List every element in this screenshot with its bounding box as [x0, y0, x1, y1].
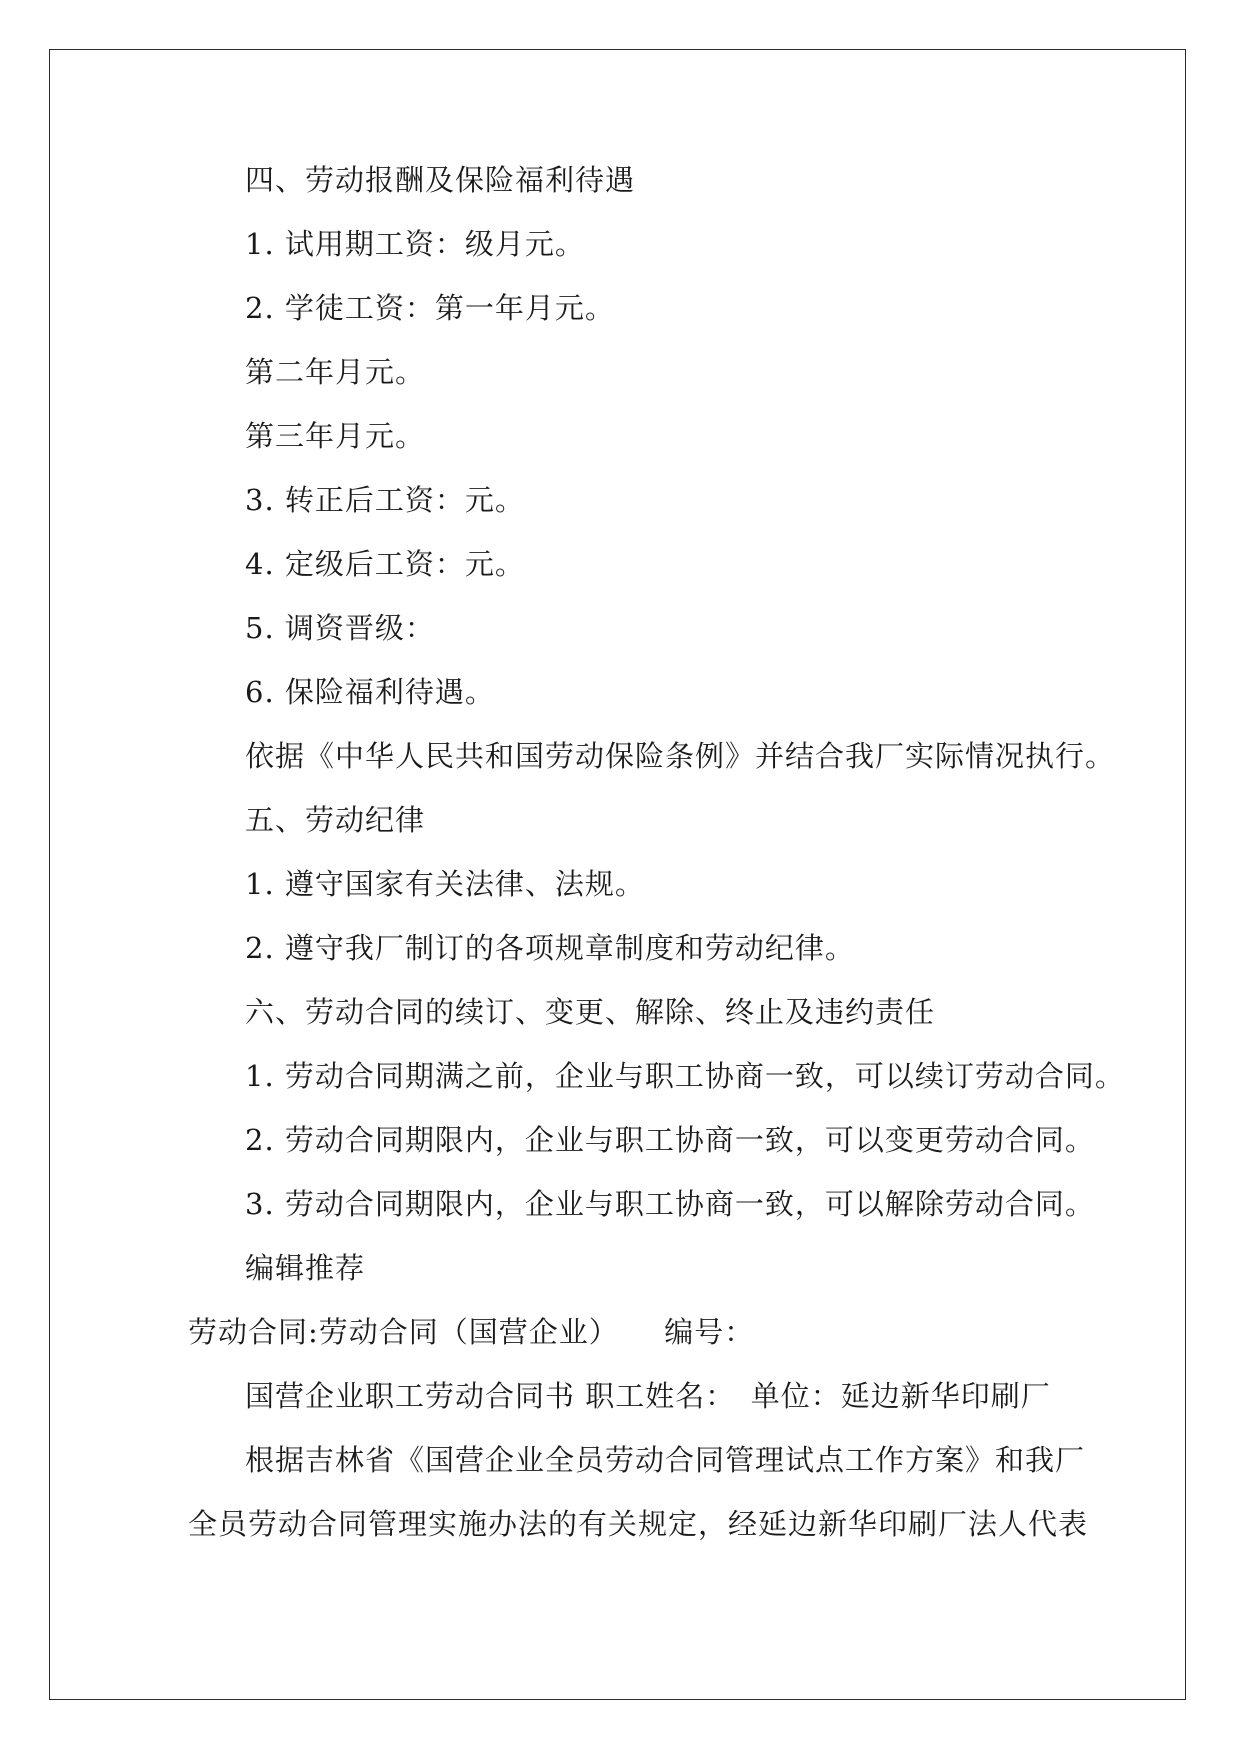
paragraph: 1. 试用期工资：级月元。 — [245, 227, 585, 261]
paragraph: 根据吉林省《国营企业全员劳动合同管理试点工作方案》和我厂 — [245, 1443, 1086, 1477]
paragraph: 3. 转正后工资：元。 — [245, 483, 525, 517]
section-heading-4: 四、劳动报酬及保险福利待遇 — [245, 163, 636, 197]
paragraph: 全员劳动合同管理实施办法的有关规定，经延边新华印刷厂法人代表 — [188, 1507, 1089, 1541]
paragraph: 3. 劳动合同期限内，企业与职工协商一致，可以解除劳动合同。 — [245, 1187, 1095, 1221]
paragraph: 国营企业职工劳动合同书 职工姓名： 单位：延边新华印刷厂 — [245, 1379, 1051, 1413]
contract-title-line: 劳动合同:劳动合同（国营企业） 编号： — [188, 1315, 755, 1349]
paragraph: 2. 遵守我厂制订的各项规章制度和劳动纪律。 — [245, 931, 855, 965]
paragraph: 2. 学徒工资：第一年月元。 — [245, 291, 615, 325]
editor-recommend-heading: 编辑推荐 — [245, 1251, 366, 1285]
section-heading-5: 五、劳动纪律 — [245, 803, 426, 837]
paragraph: 5. 调资晋级： — [245, 611, 435, 645]
paragraph: 6. 保险福利待遇。 — [245, 675, 495, 709]
paragraph: 1. 劳动合同期满之前，企业与职工协商一致，可以续订劳动合同。 — [245, 1059, 1125, 1093]
paragraph: 4. 定级后工资：元。 — [245, 547, 525, 581]
paragraph: 第三年月元。 — [245, 419, 426, 453]
paragraph: 2. 劳动合同期限内，企业与职工协商一致，可以变更劳动合同。 — [245, 1123, 1095, 1157]
paragraph: 依据《中华人民共和国劳动保险条例》并结合我厂实际情况执行。 — [245, 739, 1116, 773]
paragraph: 第二年月元。 — [245, 355, 426, 389]
section-heading-6: 六、劳动合同的续订、变更、解除、终止及违约责任 — [245, 995, 936, 1029]
paragraph: 1. 遵守国家有关法律、法规。 — [245, 867, 645, 901]
